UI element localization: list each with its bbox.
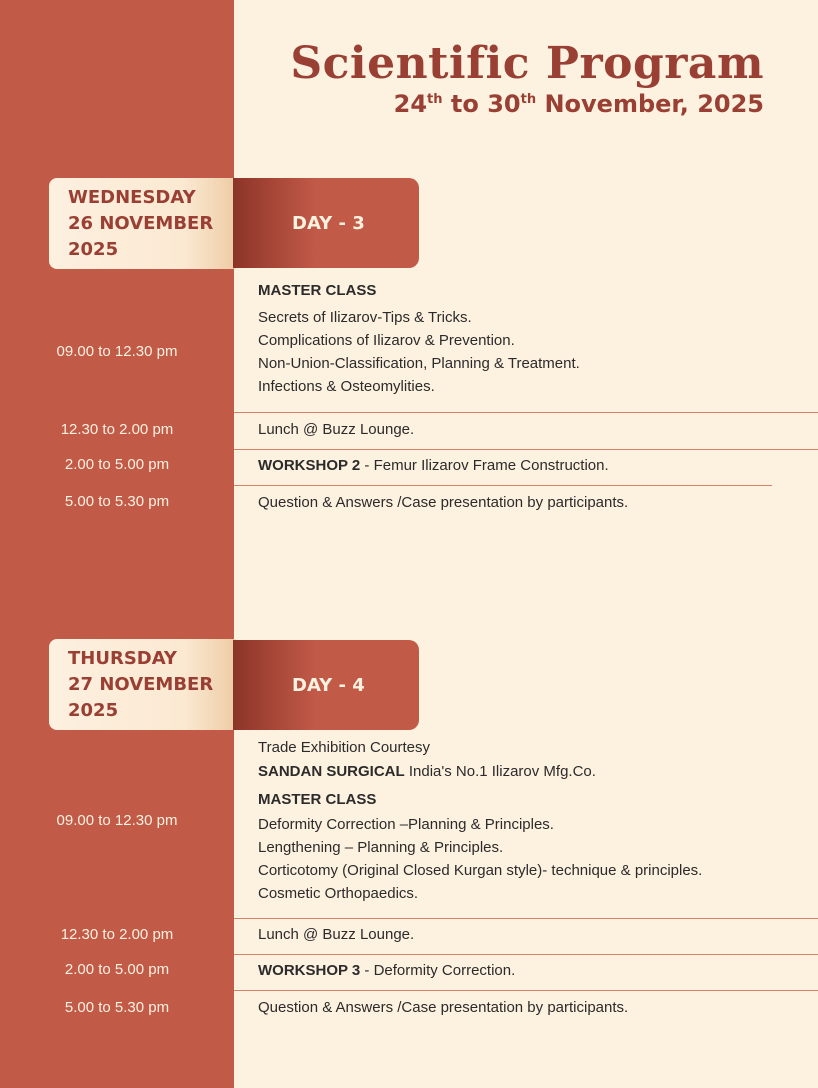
day4-label: DAY - 4: [292, 674, 365, 696]
day4-label-box: [233, 640, 419, 730]
day3-label-box: [233, 178, 419, 268]
page-subtitle-dates: 24th to 30th November, 2025: [393, 90, 764, 118]
day3-session1-line: Complications of Ilizarov & Prevention.: [258, 332, 515, 349]
day4-session1-sponsor: SANDAN SURGICAL India's No.1 Ilizarov Mfg.Co.: [258, 763, 596, 780]
day3-session1-line: Non-Union-Classification, Planning & Treatment.: [258, 355, 580, 372]
day4-session4-text: Question & Answers /Case presentation by participants.: [258, 999, 629, 1016]
day4-session1-time: 09.00 to 12.30 pm: [56, 812, 178, 829]
day3-session1-line: Infections & Osteomylities.: [258, 378, 435, 395]
day4-session2-time: 12.30 to 2.00 pm: [60, 926, 174, 943]
day4-session1-line: Cosmetic Orthopaedics.: [258, 885, 419, 902]
day4-weekday: THURSDAY: [68, 648, 177, 669]
day3-session3-time: 2.00 to 5.00 pm: [64, 456, 170, 473]
day3-session4-text: Question & Answers /Case presentation by participants.: [258, 494, 629, 511]
day3-date-box: [49, 178, 241, 269]
day3-year: 2025: [68, 239, 119, 260]
day4-session1-line: Deformity Correction –Planning & Principles.: [258, 816, 554, 833]
day4-year: 2025: [68, 700, 119, 721]
day3-session1-time: 09.00 to 12.30 pm: [56, 343, 178, 360]
day3-weekday: WEDNESDAY: [68, 187, 196, 208]
sidebar-band: [0, 0, 234, 1088]
day4-session2-text: Lunch @ Buzz Lounge.: [258, 926, 415, 943]
divider: [234, 990, 818, 991]
day3-session4-time: 5.00 to 5.30 pm: [64, 493, 170, 510]
day3-session3-text: WORKSHOP 2 - Femur Ilizarov Frame Construction.: [258, 457, 609, 474]
day4-session3-text: WORKSHOP 3 - Deformity Correction.: [258, 962, 516, 979]
day4-session1-heading: MASTER CLASS: [258, 791, 377, 808]
day3-session2-text: Lunch @ Buzz Lounge.: [258, 421, 415, 438]
day3-session1-heading: MASTER CLASS: [258, 282, 377, 299]
day3-session1-line: Secrets of Ilizarov-Tips & Tricks.: [258, 309, 472, 326]
day4-date-box: [49, 639, 241, 730]
divider: [234, 954, 818, 955]
divider: [234, 485, 772, 486]
day3-label: DAY - 3: [292, 212, 365, 234]
day4-session3-time: 2.00 to 5.00 pm: [64, 961, 170, 978]
day4-session1-line: Lengthening – Planning & Principles.: [258, 839, 504, 856]
day3-date: 26 NOVEMBER: [68, 213, 214, 234]
page-title: Scientific Program: [290, 38, 764, 89]
divider: [234, 412, 818, 413]
divider: [234, 918, 818, 919]
day4-date: 27 NOVEMBER: [68, 674, 214, 695]
divider: [234, 449, 818, 450]
day3-session2-time: 12.30 to 2.00 pm: [60, 421, 174, 438]
day4-session4-time: 5.00 to 5.30 pm: [64, 999, 170, 1016]
day4-session1-line: Corticotomy (Original Closed Kurgan style)- technique & principles.: [258, 862, 703, 879]
day4-session1-intro: Trade Exhibition Courtesy: [258, 739, 431, 756]
